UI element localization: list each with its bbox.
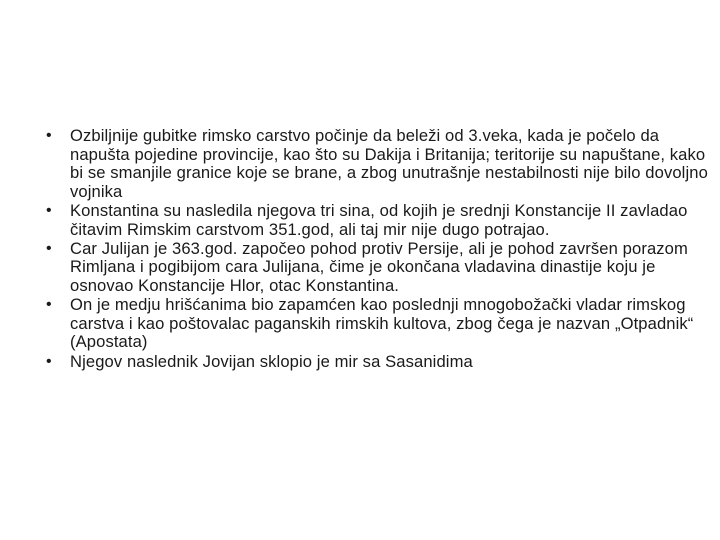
bullet-list bbox=[46, 127, 710, 372]
bullet-marker: • bbox=[46, 296, 52, 314]
bullet-item-4 bbox=[46, 296, 710, 352]
bullet-marker: • bbox=[46, 201, 52, 219]
bullet-marker: • bbox=[46, 127, 52, 144]
bullet-text: On je medju hrišćanima bio zapamćen kao poslednji mnogobožački vladar rimskog carstva i kao poštovalac paganskih rimskih kultova, zbog čega je nazvan „Otpadnik“ (Apostata) bbox=[70, 295, 694, 352]
bullet-item-3 bbox=[46, 240, 710, 296]
bullet-text: Ozbiljnije gubitke rimsko carstvo počinje da beleži od 3.veka, kada je počelo da napušta pojedine provincije, kao što su Dakija i Britanija; teritorije su napuštane, kako bi se smanjile granice koje se brane, a zbog unutrašnje nestabilnosti nije bilo dovoljno vojnika bbox=[70, 126, 708, 201]
bullet-text: Konstantina su nasledila njegova tri sina, od kojih je srednji Konstancije II zavladao čitavim Rimskim carstvom 351.god, ali taj mir nije dugo potrajao. bbox=[70, 200, 688, 239]
bullet-item-5 bbox=[46, 353, 710, 372]
bullet-text: Car Julijan je 363.god. započeo pohod protiv Persije, ali je pohod završen porazom Rimljana i pogibijom cara Julijana, čime je okončana vladavina dinastije koju je osnovao Konstancije Hlor, otac Konstantina. bbox=[70, 238, 688, 295]
bullet-item-2 bbox=[46, 202, 710, 239]
bullet-text: Njegov naslednik Jovijan sklopio je mir sa Sasanidima bbox=[70, 351, 473, 371]
bullet-marker: • bbox=[46, 352, 52, 370]
bullet-marker: • bbox=[46, 239, 52, 257]
bullet-item-1 bbox=[46, 127, 710, 201]
